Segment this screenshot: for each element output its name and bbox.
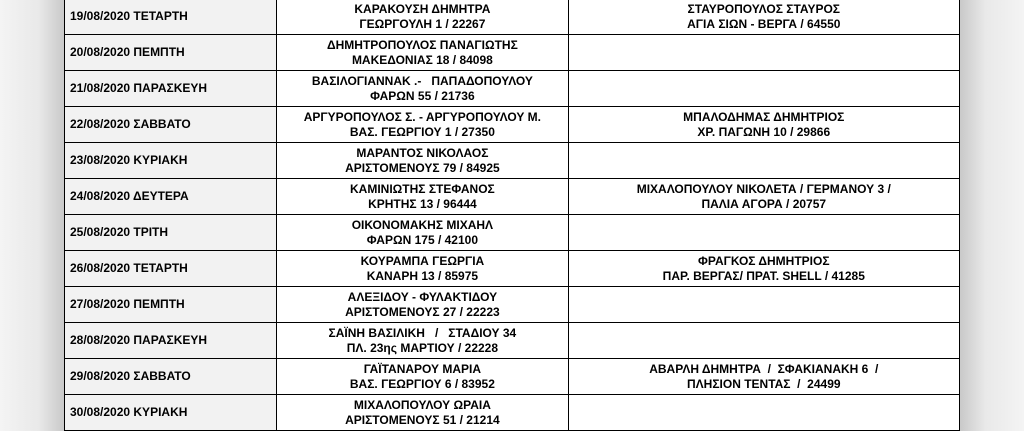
pharmacy-name: ΣΑΪΝΗ ΒΑΣΙΛΙΚΗ / ΣΤΑΔΙΟΥ 34 [328,325,517,340]
page-shadow-right [960,0,1024,431]
date-cell: 20/08/2020 ΠΕΜΠΤΗ [65,35,277,71]
pharmacy-address: ΓΕΩΡΓΟΥΛΗ 1 / 22267 [359,16,486,31]
date-cell: 24/08/2020 ΔΕΥΤΕΡΑ [65,179,277,215]
pharmacy-cell [277,215,568,251]
extra-pharmacy-cell [568,143,959,179]
table-row [65,251,960,287]
pharmacy-cell [277,395,568,431]
date-cell: 26/08/2020 ΤΕΤΑΡΤΗ [65,251,277,287]
table-row [65,0,960,35]
date-cell: 22/08/2020 ΣΑΒΒΑΤΟ [65,107,277,143]
pharmacy-name: ΚΑΜΙΝΙΩΤΗΣ ΣΤΕΦΑΝΟΣ [350,181,495,196]
pharmacy-address: ΚΑΝΑΡΗ 13 / 85975 [366,268,479,283]
extra-pharmacy-address: ΠΑΡ. ΒΕΡΓΑΣ/ ΠΡΑΤ. SHELL / 41285 [662,268,865,283]
extra-pharmacy-address: ΧΡ. ΠΑΓΩΝΗ 10 / 29866 [697,124,831,139]
date-cell: 19/08/2020 ΤΕΤΑΡΤΗ [65,0,277,35]
extra-pharmacy-cell [568,323,959,359]
date-cell: 23/08/2020 ΚΥΡΙΑΚΗ [65,143,277,179]
pharmacy-name: ΓΑΪΤΑΝΑΡΟΥ ΜΑΡΙΑ [363,361,482,376]
pharmacy-address: ΑΡΙΣΤΟΜΕΝΟΥΣ 27 / 22223 [345,304,500,319]
date-cell: 28/08/2020 ΠΑΡΑΣΚΕΥΗ [65,323,277,359]
pharmacy-name: ΚΟΥΡΑΜΠΑ ΓΕΩΡΓΙΑ [360,253,485,268]
extra-pharmacy-address: ΠΛΗΣΙΟΝ ΤΕΝΤΑΣ / 24499 [686,376,841,391]
extra-pharmacy-address: ΠΑΛΙΑ ΑΓΟΡΑ / 20757 [701,196,827,211]
pharmacy-address: ΠΛ. 23ης ΜΑΡΤΙΟΥ / 22228 [346,340,499,355]
extra-pharmacy-cell [568,71,959,107]
table-row [65,143,960,179]
pharmacy-duty-table [64,0,960,431]
pharmacy-cell [277,323,568,359]
pharmacy-name: ΟΙΚΟΝΟΜΑΚΗΣ ΜΙΧΑΗΛ [351,217,494,232]
pharmacy-address: ΑΡΙΣΤΟΜΕΝΟΥΣ 79 / 84925 [345,160,500,175]
pharmacy-name: ΔΗΜΗΤΡΟΠΟΥΛΟΣ ΠΑΝΑΓΙΩΤΗΣ [327,37,518,52]
extra-pharmacy-cell [568,287,959,323]
extra-pharmacy-cell [568,35,959,71]
pharmacy-address: ΦΑΡΩΝ 175 / 42100 [366,232,478,247]
date-cell: 21/08/2020 ΠΑΡΑΣΚΕΥΗ [65,71,277,107]
extra-pharmacy-cell [568,395,959,431]
pharmacy-name: ΚΑΡΑΚΟΥΣΗ ΔΗΜΗΤΡΑ [354,1,491,16]
pharmacy-name: ΑΡΓΥΡΟΠΟΥΛΟΣ Σ. - ΑΡΓΥΡΟΠΟΥΛΟΥ Μ. [303,109,542,124]
pharmacy-address: ΦΑΡΩΝ 55 / 21736 [370,88,475,103]
extra-pharmacy-name: ΦΡΑΓΚΟΣ ΔΗΜΗΤΡΙΟΣ [698,253,830,268]
table-row [65,323,960,359]
extra-pharmacy-cell [568,359,959,395]
table-row [65,395,960,431]
pharmacy-address: ΚΡΗΤΗΣ 13 / 96444 [368,196,477,211]
pharmacy-name: ΜΑΡΑΝΤΟΣ ΝΙΚΟΛΑΟΣ [356,145,489,160]
extra-pharmacy-name: ΣΤΑΥΡΟΠΟΥΛΟΣ ΣΤΑΥΡΟΣ [687,1,840,16]
extra-pharmacy-cell [568,215,959,251]
table-row [65,215,960,251]
extra-pharmacy-name: ΜΠΑΛΟΔΗΜΑΣ ΔΗΜΗΤΡΙΟΣ [683,109,845,124]
extra-pharmacy-name: ΑΒΑΡΛΗ ΔΗΜΗΤΡΑ / ΣΦΑΚΙΑΝΑΚΗ 6 / [649,361,879,376]
pharmacy-address: ΒΑΣ. ΓΕΩΡΓΙΟΥ 1 / 27350 [349,124,495,139]
pharmacy-name: ΒΑΣΙΛΟΓΙΑΝΝΑΚ .- ΠΑΠΑΔΟΠΟΥΛΟΥ [311,73,533,88]
extra-pharmacy-cell [568,0,959,35]
pharmacy-cell [277,0,568,35]
page-shadow-left [0,0,64,431]
pharmacy-cell [277,35,568,71]
date-cell: 30/08/2020 ΚΥΡΙΑΚΗ [65,395,277,431]
extra-pharmacy-cell [568,179,959,215]
pharmacy-name: ΜΙΧΑΛΟΠΟΥΛΟΥ ΩΡΑΙΑ [353,397,491,412]
pharmacy-cell [277,179,568,215]
pharmacy-cell [277,107,568,143]
extra-pharmacy-cell [568,107,959,143]
table-row [65,287,960,323]
extra-pharmacy-cell [568,251,959,287]
pharmacy-cell [277,143,568,179]
date-cell: 29/08/2020 ΣΑΒΒΑΤΟ [65,359,277,395]
table-row [65,71,960,107]
table-row [65,179,960,215]
table-row [65,359,960,395]
pharmacy-name: ΑΛΕΞΙΔΟΥ - ΦΥΛΑΚΤΙΔΟΥ [347,289,498,304]
date-cell: 27/08/2020 ΠΕΜΠΤΗ [65,287,277,323]
table-row [65,107,960,143]
table-row [65,35,960,71]
pharmacy-cell [277,287,568,323]
pharmacy-cell [277,359,568,395]
pharmacy-address: ΜΑΚΕΔΟΝΙΑΣ 18 / 84098 [351,52,493,67]
pharmacy-address: ΒΑΣ. ΓΕΩΡΓΙΟΥ 6 / 83952 [349,376,495,391]
pharmacy-cell [277,251,568,287]
pharmacy-cell [277,71,568,107]
pharmacy-address: ΑΡΙΣΤΟΜΕΝΟΥΣ 51 / 21214 [345,412,500,427]
extra-pharmacy-name: ΜΙΧΑΛΟΠΟΥΛΟΥ ΝΙΚΟΛΕΤΑ / ΓΕΡΜΑΝΟΥ 3 / [636,181,891,196]
date-cell: 25/08/2020 ΤΡΙΤΗ [65,215,277,251]
extra-pharmacy-address: ΑΓΙΑ ΣΙΩΝ - ΒΕΡΓΑ / 64550 [687,16,841,31]
